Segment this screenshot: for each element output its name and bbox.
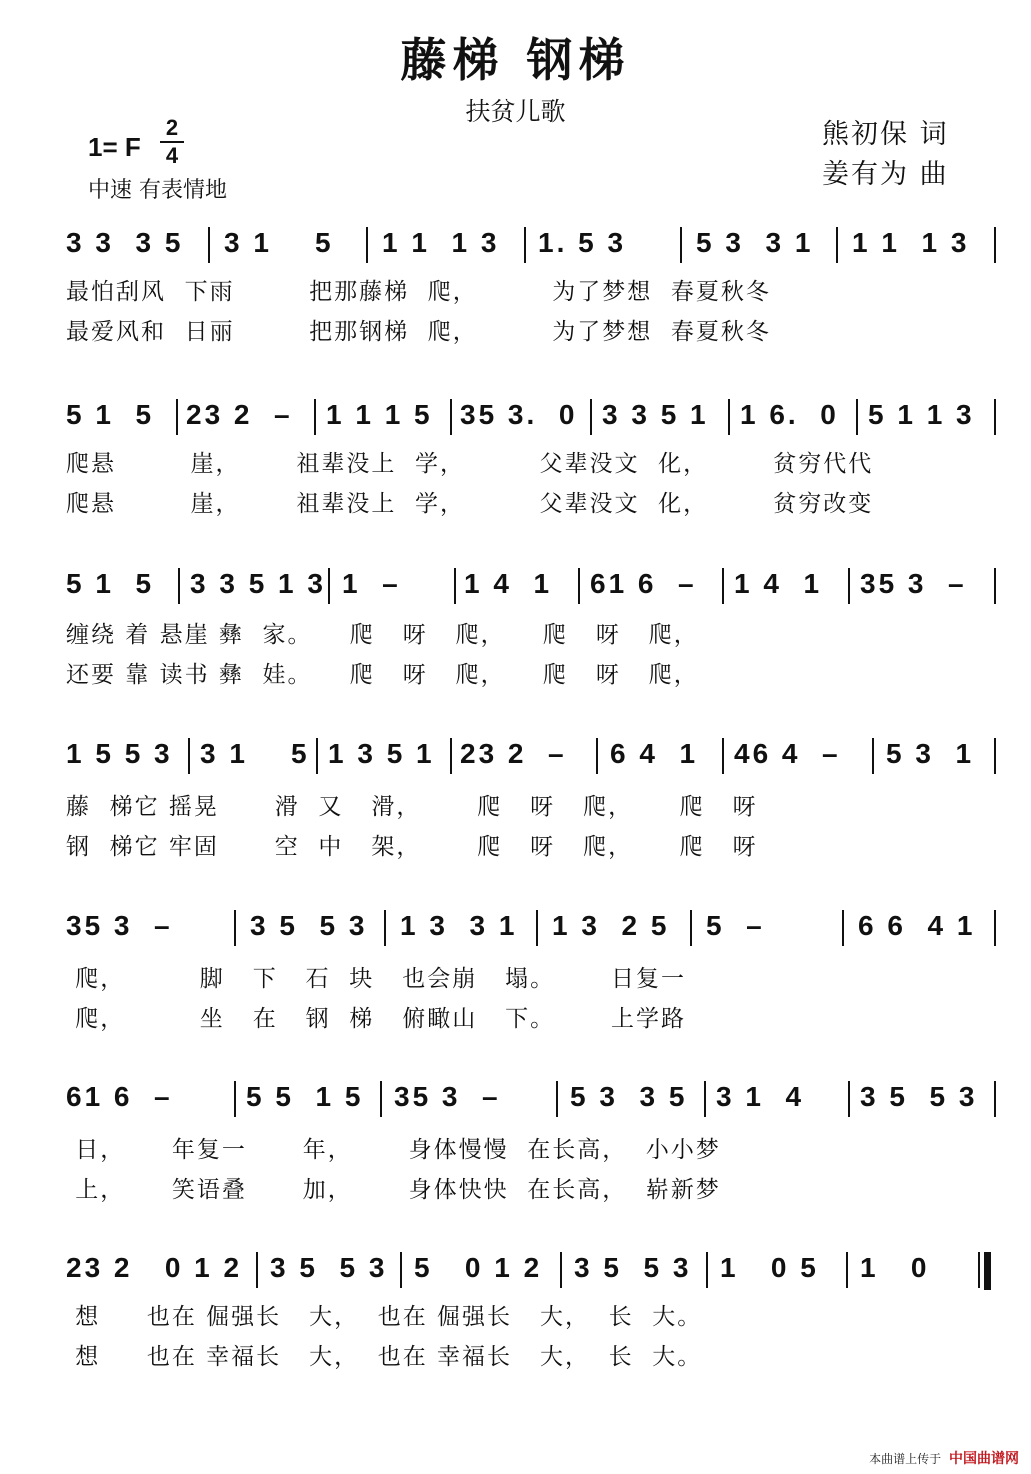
measure: 5 0 1 2 [414,1252,543,1283]
measure: 5 1 1 3 [868,399,975,430]
measure: 35 3. 0 [460,399,578,430]
lyrics-verse-2: 最爱风和 日丽 把那钢梯 爬， 为了梦想 春夏秋冬 [66,319,771,345]
measure: 61 6 – [66,1081,173,1112]
site-name[interactable]: 中国曲谱网 [949,1451,1019,1467]
measure: 1 6. 0 [740,399,839,430]
time-signature [160,116,184,168]
measure: 1 0 [860,1252,930,1283]
measure: 5 – [706,910,765,941]
measure: 5 3 3 5 [570,1081,688,1112]
measure: 1 1 1 3 [852,227,970,258]
measure: 3 5 5 3 [250,910,368,941]
measure: 1 3 2 5 [552,910,670,941]
measure: 5 3 1 [886,738,975,769]
measure: 35 3 – [66,910,173,941]
measure: 23 2 0 1 2 [66,1252,243,1283]
measure: 5 5 1 5 [246,1081,364,1112]
lyrics-verse-1: 想 也在 倔强长 大， 也在 倔强长 大， 长 大。 [66,1304,703,1330]
measure: 6 4 1 [610,738,699,769]
notation-row [66,736,1006,796]
lyrics-verse-2: 爬， 坐 在 钢 梯 俯瞰山 下。 上学路 [66,1006,687,1032]
measure: 23 2 – [460,738,567,769]
measure: 3 3 3 5 [66,227,184,258]
site-footer [869,1448,1019,1468]
measure: 1 0 5 [720,1252,819,1283]
measure: 61 6 – [590,568,697,599]
lyrics-verse-2: 想 也在 幸福长 大， 也在 幸福长 大， 长 大。 [66,1344,703,1370]
score-title: 藤梯 钢梯 [400,33,631,87]
tempo-marking: 中速 有表情地 [88,178,227,203]
lyrics-verse-1: 缠绕 着 悬崖 彝 家。 爬 呀 爬， 爬 呀 爬， [66,622,699,648]
measure: 1 – [342,568,401,599]
key-signature: 1= F [88,132,141,162]
measure: 6 6 4 1 [858,910,976,941]
lyrics-verse-2: 上， 笑语叠 加， 身体快快 在长高， 崭新梦 [66,1177,721,1203]
measure: 1 3 5 1 [328,738,435,769]
measure: 1 1 1 3 [382,227,500,258]
notation-row [66,908,1006,968]
measure: 23 2 – [186,399,293,430]
measure: 35 3 – [394,1081,501,1112]
measure: 3 1 4 [716,1081,805,1112]
composer-credit: 姜有为 曲 [822,159,949,190]
measure: 1 4 1 [734,568,823,599]
meter-top: 2 [165,115,179,140]
measure: 3 1 5 [224,227,334,258]
measure: 35 3 – [860,568,967,599]
lyrics-verse-2: 钢 梯它 牢固 空 中 架， 爬 呀 爬， 爬 呀 [66,834,758,860]
measure: 3 3 5 1 [602,399,709,430]
lyrics-verse-1: 藤 梯它 摇晃 滑 又 滑， 爬 呀 爬， 爬 呀 [66,794,758,820]
measure: 5 1 5 [66,568,155,599]
lyrics-verse-2: 还要 靠 读书 彝 娃。 爬 呀 爬， 爬 呀 爬， [66,662,699,688]
lyrics-verse-2: 爬悬 崖， 祖辈没上 学， 父辈没文 化， 贫穷改变 [66,491,874,517]
measure: 3 5 5 3 [574,1252,692,1283]
lyrics-verse-1: 最怕刮风 下雨 把那藤梯 爬， 为了梦想 春夏秋冬 [66,279,771,305]
measure: 1 4 1 [464,568,553,599]
lyrics-verse-1: 日， 年复一 年， 身体慢慢 在长高， 小小梦 [66,1137,721,1163]
measure: 5 1 5 [66,399,155,430]
upload-note: 本曲谱上传于 [869,1452,942,1466]
measure: 1. 5 3 [538,227,627,258]
measure: 3 3 5 1 3 [190,568,326,599]
meter-bottom: 4 [165,143,179,168]
notation-row [66,1079,1006,1139]
measure: 3 5 5 3 [270,1252,388,1283]
measure: 3 5 5 3 [860,1081,978,1112]
measure: 1 3 3 1 [400,910,518,941]
measure: 1 1 1 5 [326,399,433,430]
lyrics-verse-1: 爬悬 崖， 祖辈没上 学， 父辈没文 化， 贫穷代代 [66,451,874,477]
score-subtitle: 扶贫儿歌 [465,97,566,126]
measure: 3 1 5 [200,738,310,769]
lyrics-verse-1: 爬， 脚 下 石 块 也会崩 塌。 日复一 [66,966,687,992]
measure: 5 3 3 1 [696,227,814,258]
measure: 46 4 – [734,738,841,769]
measure: 1 5 5 3 [66,738,173,769]
lyricist-credit: 熊初保 词 [822,119,949,150]
